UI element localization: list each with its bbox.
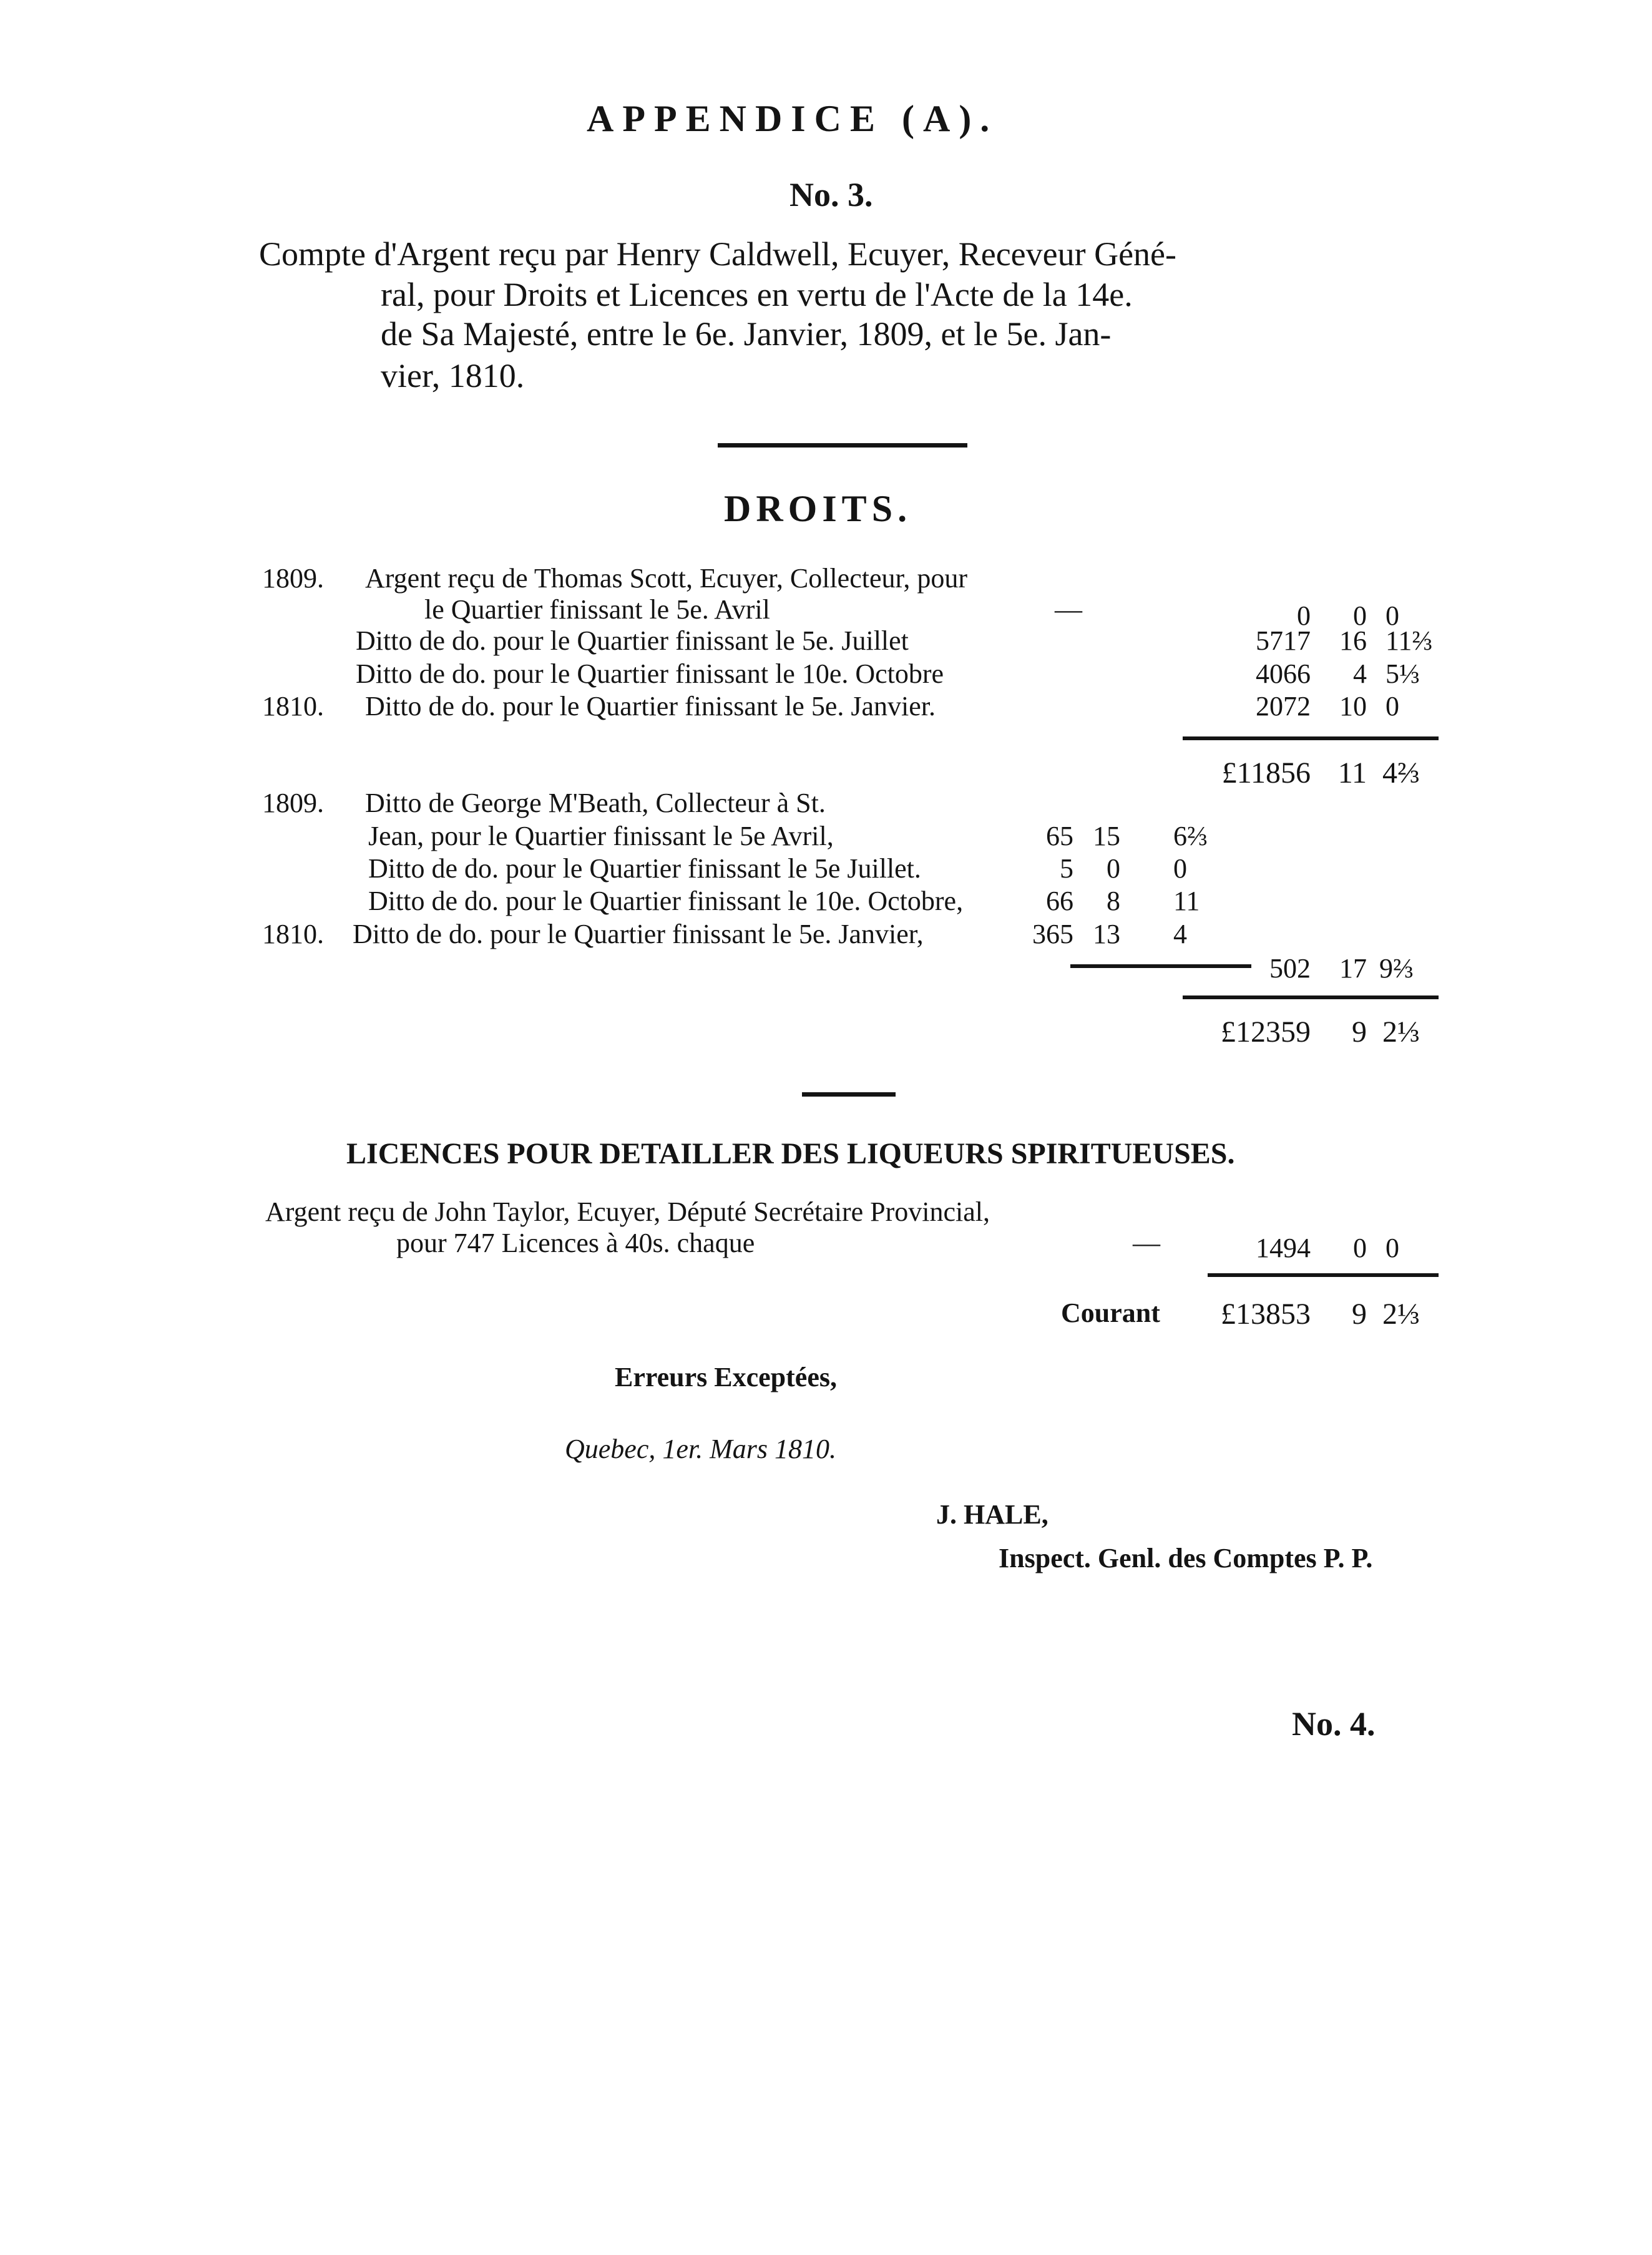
scott-row-1-pounds: 5717: [1256, 625, 1311, 656]
scott-row-0-pence: 0: [1386, 600, 1399, 631]
droits-total-pounds: £12359: [1221, 1015, 1311, 1049]
mcbeath-subtotal-pounds: 502: [1269, 953, 1311, 984]
mcbeath-subtotal-shillings: 17: [1339, 953, 1367, 984]
licences-dash: —: [1133, 1228, 1160, 1258]
droits-total-pence: 2⅓: [1382, 1015, 1420, 1049]
mcbeath-row-3-pounds: 365: [1032, 919, 1073, 949]
scott-row-2-pence: 5⅓: [1386, 658, 1420, 689]
intro-line-4: vier, 1810.: [381, 357, 525, 394]
licences-line-1: Argent reçu de John Taylor, Ecuyer, Député Secrétaire Provincial,: [265, 1196, 990, 1227]
courant-rule: [1208, 1273, 1439, 1277]
licences-line-2: pour 747 Licences à 40s. chaque: [396, 1228, 755, 1258]
signatory-title: Inspect. Genl. des Comptes P. P.: [999, 1543, 1373, 1573]
mcbeath-row-0-text: Jean, pour le Quartier finissant le 5e Avril,: [368, 821, 834, 851]
scott-row-1-text: Ditto de do. pour le Quartier finissant le 5e. Juillet: [356, 625, 909, 656]
licences-amount-pence: 0: [1386, 1233, 1399, 1263]
mcbeath-row-0-shillings: 15: [1093, 821, 1120, 851]
licences-heading: LICENCES POUR DETAILLER DES LIQUEURS SPIRITUEUSES.: [346, 1137, 1235, 1170]
section-divider: [718, 443, 967, 448]
intro-line-1: Compte d'Argent reçu par Henry Caldwell, Ecuyer, Receveur Géné-: [259, 235, 1176, 273]
catchword: No. 4.: [1292, 1705, 1376, 1743]
appendix-title: APPENDICE (A).: [587, 98, 999, 139]
place-date: Quebec, 1er. Mars 1810.: [565, 1434, 837, 1464]
scott-row-2-text: Ditto de do. pour le Quartier finissant le 10e. Octobre: [356, 658, 944, 689]
scott-line-1: Argent reçu de Thomas Scott, Ecuyer, Collecteur, pour: [365, 563, 968, 594]
scott-row-2-pounds: 4066: [1256, 658, 1311, 689]
scott-subtotal-pounds: £11856: [1221, 756, 1311, 790]
mcbeath-year: 1809.: [262, 788, 324, 818]
mcbeath-row-2-pounds: 66: [1046, 886, 1073, 916]
scott-row-0-pounds: 0: [1297, 600, 1311, 631]
mcbeath-row-2-shillings: 8: [1107, 886, 1120, 916]
scott-row-1-shillings: 16: [1339, 625, 1367, 656]
courant-pence: 2⅓: [1382, 1298, 1420, 1331]
courant-shillings: 9: [1352, 1298, 1367, 1331]
scott-row-3-shillings: 10: [1339, 691, 1367, 722]
droits-total-shillings: 9: [1352, 1015, 1367, 1049]
mcbeath-row-3-text: Ditto de do. pour le Quartier finissant le 5e. Janvier,: [353, 919, 924, 949]
mcbeath-row-1-pounds: 5: [1060, 853, 1073, 884]
mcbeath-subtotal-pence: 9⅔: [1379, 953, 1414, 984]
courant-pounds: £13853: [1221, 1298, 1311, 1331]
scott-year: 1809.: [262, 563, 324, 594]
licences-amount-pounds: 1494: [1256, 1233, 1311, 1263]
scott-dash: —: [1055, 594, 1082, 625]
licences-amount-shillings: 0: [1353, 1233, 1367, 1263]
mcbeath-row-3-pence: 4: [1173, 919, 1187, 949]
licences-divider: [802, 1092, 896, 1097]
mcbeath-row-0-pounds: 65: [1046, 821, 1073, 851]
scott-row-3-text: Ditto de do. pour le Quartier finissant le 5e. Janvier.: [365, 691, 936, 722]
scott-row-2-shillings: 4: [1353, 658, 1367, 689]
mcbeath-row-0-pence: 6⅔: [1173, 821, 1208, 851]
scott-subtotal-pence: 4⅔: [1382, 756, 1420, 790]
courant-label: Courant: [1061, 1298, 1160, 1328]
mcbeath-row-2-pence: 11: [1173, 886, 1200, 916]
document-number: No. 3.: [789, 176, 873, 213]
scott-row-3-year: 1810.: [262, 691, 324, 722]
intro-line-3: de Sa Majesté, entre le 6e. Janvier, 1809, et le 5e. Jan-: [381, 315, 1112, 353]
errors-excepted: Erreurs Exceptées,: [615, 1362, 837, 1392]
mcbeath-row-1-text: Ditto de do. pour le Quartier finissant le 5e Juillet.: [368, 853, 921, 884]
mcbeath-row-3-year: 1810.: [262, 919, 324, 949]
mcbeath-row-1-shillings: 0: [1107, 853, 1120, 884]
scott-line-2: le Quartier finissant le 5e. Avril: [424, 594, 770, 625]
signature: J. HALE,: [936, 1499, 1048, 1530]
intro-line-2: ral, pour Droits et Licences en vertu de l'Acte de la 14e.: [381, 276, 1133, 313]
mcbeath-row-2-text: Ditto de do. pour le Quartier finissant le 10e. Octobre,: [368, 886, 964, 916]
mcbeath-line-1: Ditto de George M'Beath, Collecteur à St.: [365, 788, 826, 818]
scott-row-0-shillings: 0: [1353, 600, 1367, 631]
droits-heading: DROITS.: [724, 488, 912, 529]
mcbeath-row-3-shillings: 13: [1093, 919, 1120, 949]
scott-row-3-pounds: 2072: [1256, 691, 1311, 722]
mcbeath-row-1-pence: 0: [1173, 853, 1187, 884]
scott-subtotal-rule: [1183, 736, 1439, 740]
droits-total-rule: [1183, 995, 1439, 999]
scott-row-3-pence: 0: [1386, 691, 1399, 722]
scott-row-1-pence: 11⅔: [1386, 625, 1433, 656]
scott-subtotal-shillings: 11: [1337, 756, 1367, 790]
